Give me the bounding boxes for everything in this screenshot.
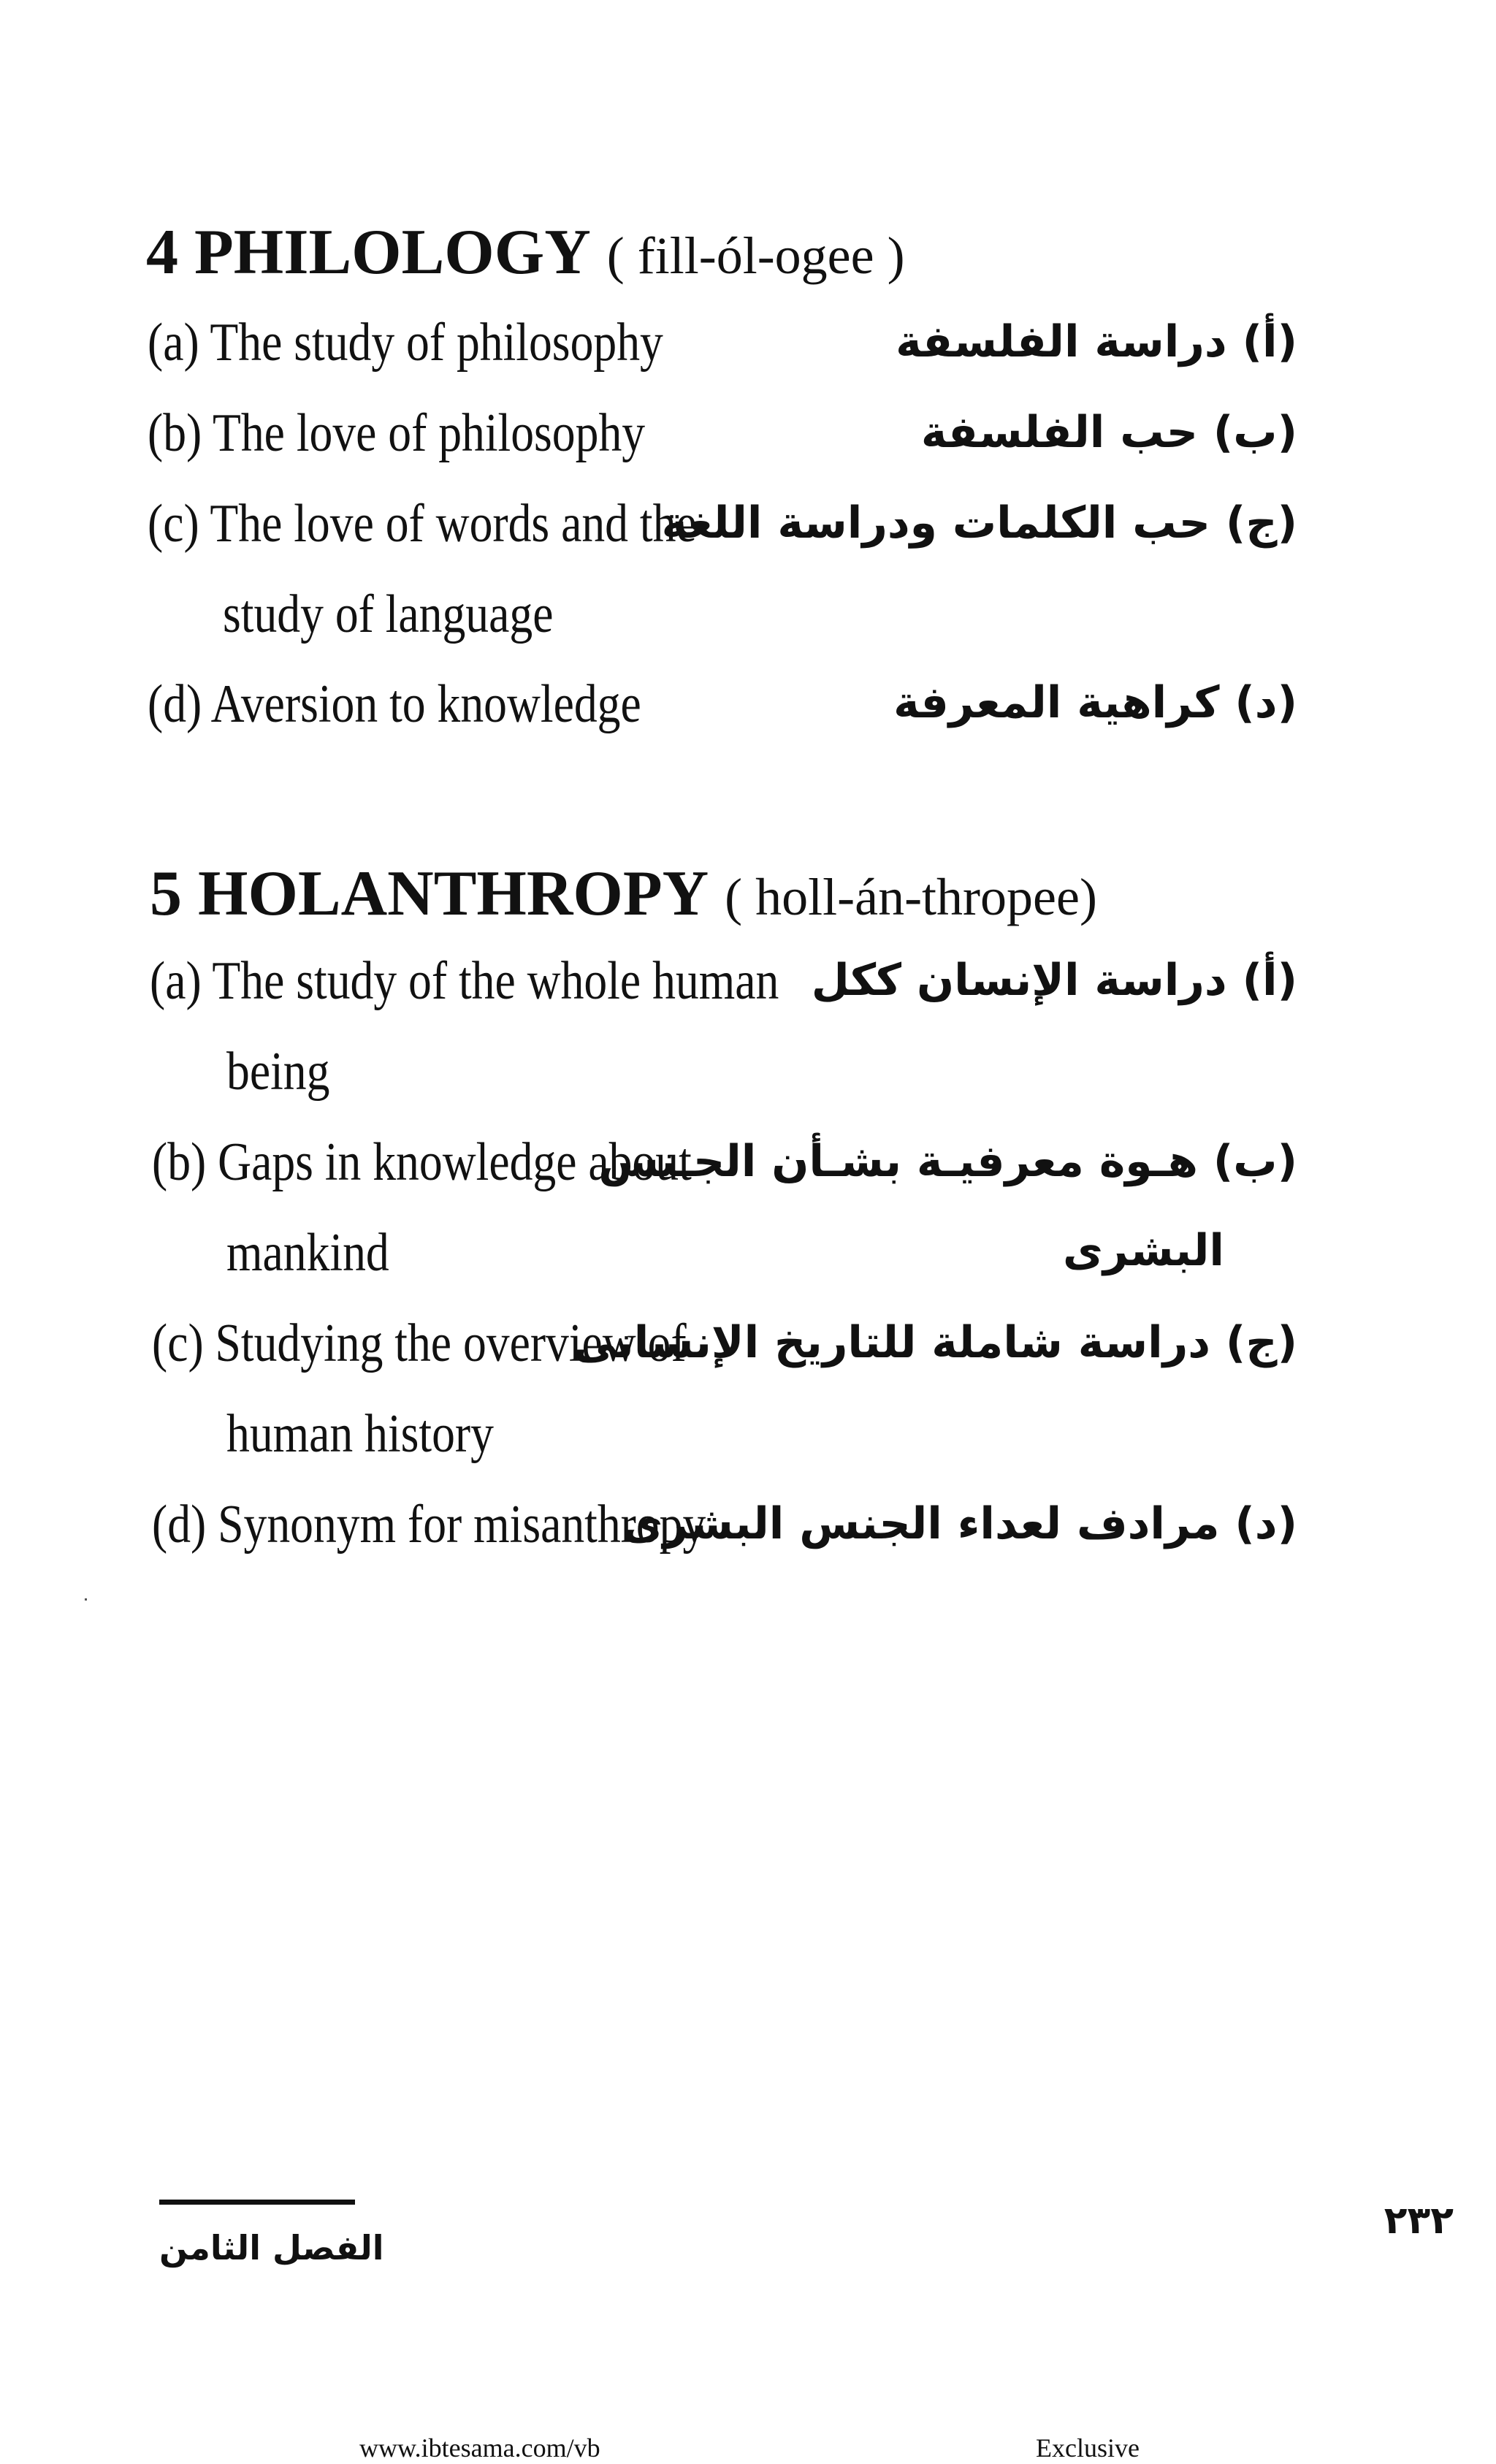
q5-option-d-ar: (د) مرادف لعداء الجنس البشرى xyxy=(622,1498,1297,1549)
q5-option-a-ar: (أ) دراسة الإنسان ككل xyxy=(811,955,1297,1006)
q5-option-a-en-cont: being xyxy=(226,1042,330,1102)
q5-option-d-en: (d) Synonym for misanthropy xyxy=(152,1495,706,1555)
q5-option-c-ar: (ج) دراسة شاملة للتاريخ الإنسانى xyxy=(573,1317,1297,1368)
q5-option-b-en: (b) Gaps in knowledge about xyxy=(152,1132,692,1192)
scan-speck xyxy=(85,1598,87,1601)
question-pronunciation: ( fill-ól-ogee ) xyxy=(606,226,905,285)
q5-option-c-en-cont: human history xyxy=(226,1404,494,1464)
exclusive-label: Exclusive xyxy=(1036,2433,1140,2463)
source-url: www.ibtesama.com/vb xyxy=(359,2433,600,2463)
question-5-heading xyxy=(150,858,1097,929)
q4-option-b-ar: (ب) حب الفلسفة xyxy=(920,407,1297,458)
question-term: HOLANTHROPY xyxy=(198,858,709,929)
q4-option-a-en: (a) The study of philosophy xyxy=(148,313,663,373)
page-number: ٢٣٢ xyxy=(1384,2199,1454,2243)
question-number: 4 xyxy=(146,217,178,288)
q4-option-d-ar: (د) كراهية المعرفة xyxy=(893,677,1297,728)
q4-option-c-ar: (ج) حب الكلمات ودراسة اللغة xyxy=(661,497,1297,549)
question-pronunciation: ( holl-án-thropee) xyxy=(725,868,1097,926)
q5-option-c-en: (c) Studying the overview of xyxy=(152,1313,687,1373)
q4-option-a-ar: (أ) دراسة الفلسفة xyxy=(896,316,1297,367)
q4-option-b-en: (b) The love of philosophy xyxy=(148,403,646,463)
footer-rule xyxy=(159,2200,355,2205)
q4-option-d-en: (d) Aversion to knowledge xyxy=(148,674,641,734)
q5-option-a-en: (a) The study of the whole human xyxy=(150,951,779,1011)
q5-option-b-ar: (ب) هـوة معرفيـة بشـأن الجـنس xyxy=(598,1136,1297,1187)
chapter-label: الفصل الثامن xyxy=(159,2228,384,2267)
q5-option-b-ar-cont: البشرى xyxy=(1063,1225,1224,1276)
q4-option-c-en-cont: study of language xyxy=(223,584,554,644)
q4-option-c-en: (c) The love of words and the xyxy=(148,494,697,554)
q5-option-b-en-cont: mankind xyxy=(226,1223,389,1283)
question-term: PHILOLOGY xyxy=(194,217,591,288)
question-4-heading xyxy=(146,217,905,288)
question-number: 5 xyxy=(150,858,182,929)
